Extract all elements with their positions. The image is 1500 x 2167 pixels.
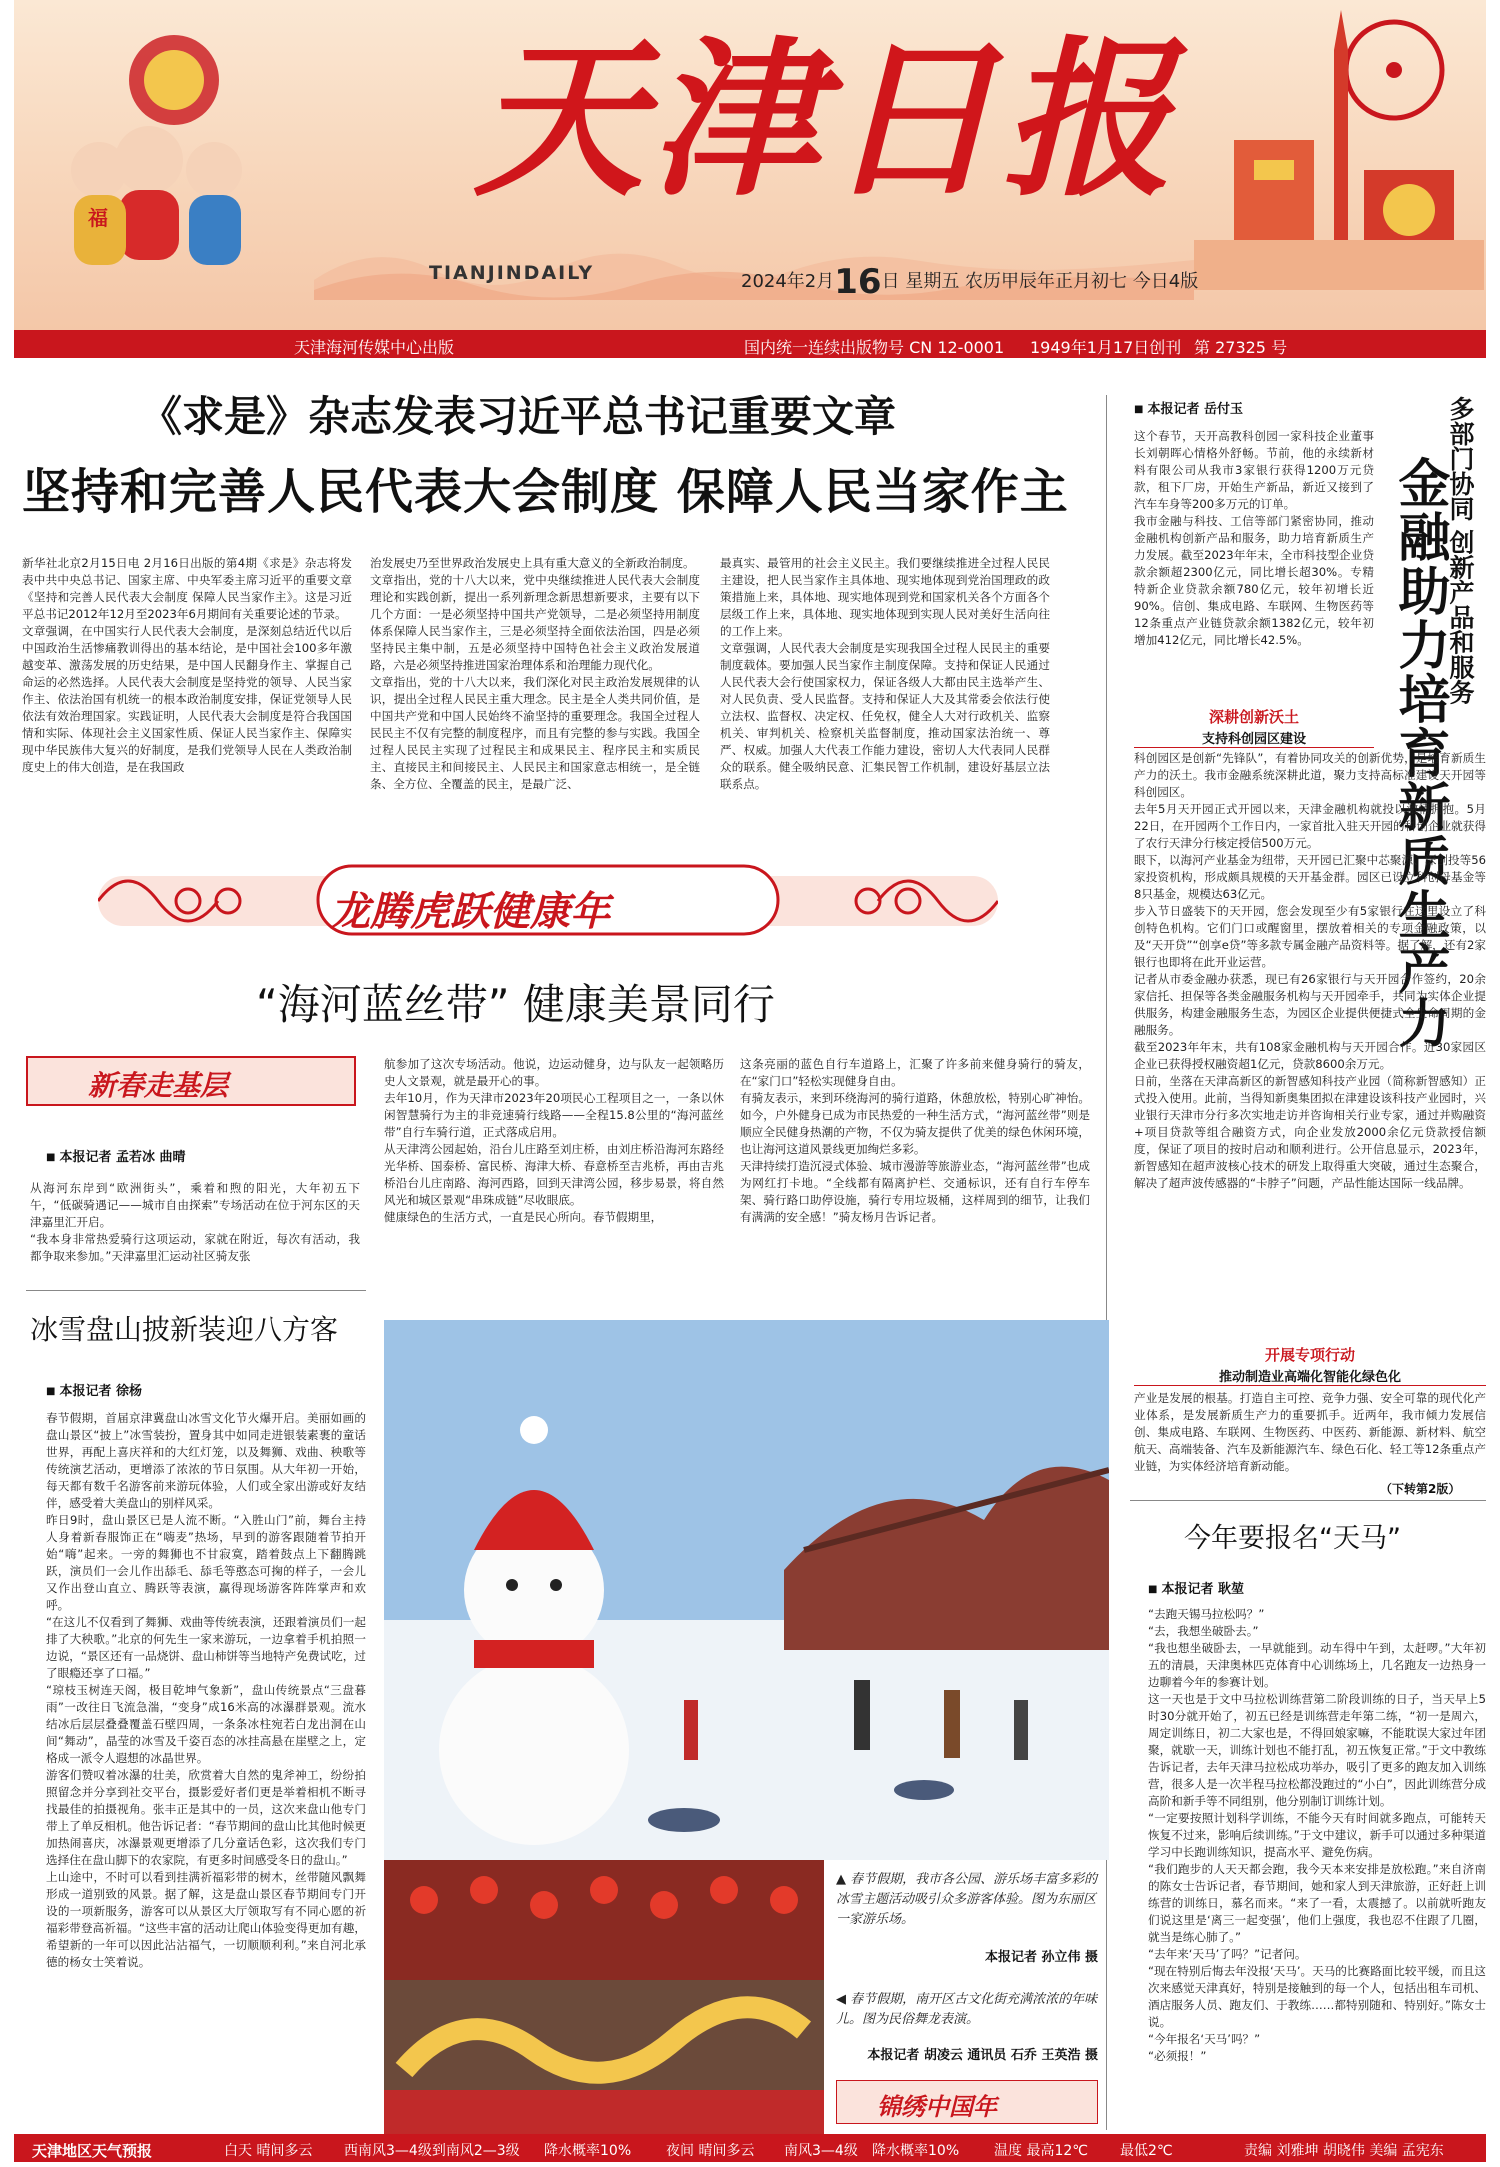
right-subhead-1-line: 支持科创园区建设 [1134,728,1374,748]
right-section-1: 科创园区是创新“先锋队”，有着协同攻关的创新优势，是培育新质生产力的沃土。我市金融系统深耕此道，聚力支持高标准建设天开园等科创园区。 去年5月天开园正式开园以来，天津金融机构就投以激情拥抱。5月22日，在开园两个工作日内，一家首批入驻天开园的科创企业就获得了农行天津分行核定授信500万元。 眼下，以海河产业基金为纽带，天开园已汇聚中芯聚源、深创投等56家投资机构，形成颇具规模的天开基金群。园区已设立科创母基金等8只基金，规模达63亿元。 步入节日盛装下的天开园，您会发现至少有5家银行在这里设立了科创特色机构。它们门口或醒窗里，摆放着相关的专项金融政策，以及“天开贷”“创享e贷”等多款专属金融产品资料等。据了解，还有2家银行也即将在此开业运营。 记者从市委金融办获悉，现已有26家银行与天开园合作签约，20余家信托、担保等各类金融服务机构与天开园牵手，共同为实体企业提供服务，构建金融服务生态，为园区企业提供便捷式全生命周期的金融服务。 截至2023年年末，共有108家金融机构与天开园合作。近30家园区企业已获得授权融资超1亿元，贷款8600余万元。 日前，坐落在天津高新区的新智感知科技产业园（简称新智感知）正式投入使用。此前，当得知新奥集团拟在津建设该科技产业园时，兴业银行天津市分行多次实地走访并咨询相关行业专家，通过并购融资+项目贷款等组合融资方式，向企业发放2000余亿元贷款授信额度，保证了项目的按时启动和顺利进行。公开信息显示，2023年，新智感知在超声波核心技术的研发上取得重大突破，通过生态聚合，解决了超声波传感器的“卡脖子”问题，产品性能达国际一线品牌。 [1134,751,1486,1190]
editor-credits: 责编 刘雅坤 胡晓伟 美编 孟宪东 [1244,2143,1444,2159]
lead-column-1: 新华社北京2月15日电 2月16日出版的第4期《求是》杂志将发表中共中央总书记、国家主席、中央军委主席习近平的重要文章《坚持和完善人民代表大会制度 保障人民当家作主》。这是习近平总书记2012年12月至2023年6月期间有关重要论述的节录。 文章强调，在中国实行人民代表大会制度，是深刻总结近代以后中国政治生活惨痛教训得出的基本结论，是中国社会100多年激越变革、激荡发展的历史结果，是中国人民翻身作主、掌握自己命运的必然选择。人民代表大会制度是坚持党的领导、人民当家作主、依法治国有机统一的根本政治制度安排，保证党领导人民依法有效治理国家。实践证明，人民代表大会制度是符合我国国情和实际、体现社会主义国家性质、保证人民当家作主、保障实现中华民族伟大复兴的好制度，是我们党领导人民在人类政治制度史上的伟大创造，是在我国政 [22,556,352,774]
weather-night: 夜间 晴间多云 [666,2143,755,2159]
masthead [14,0,1486,330]
publisher: 天津海河传媒中心出版 [294,338,455,357]
tianma-body: “去跑天锡马拉松吗？” “去，我想坐破卧去。” “我也想坐破卧去，一早就能到。动车得中午到，太赶啰。”大年初五的清晨，天津奥林匹克体育中心训练场上，几名跑友一边热身一边聊着今年的参赛计划。 这一天也是于文中马拉松训练营第二阶段训练的日子，当天早上5时30分就开始了，初五已经是训练营走年第二练，“初一是周六，周定训练日，初二大家也是，不得回娘家嘛，不能耽误大家过年团聚，就歇一天，训练计划也不能打乱，初五恢复正常。”于文中教练告诉记者，去年天津马拉松成功举办，吸引了更多的跑友加入训练营，很多人是一次半程马拉松都没跑过的“小白”，因此训练营分成高阶和新手等不同组别，他分别制订训练计划。 “一定要按照计划科学训练，不能今天有时间就多跑点，可能转天恢复不过来，影响后续训练。”于文中建议，新手可以通过多种渠道学习中长跑训练知识，提高水平、避免伤病。 “我们跑步的人天天都会跑，我今天本来安排是放松跑。”来自济南的陈女士告诉记者，春节期间，她和家人到天津旅游，正好赶上训练营的训练日，慕名而来。“来了一看，太震撼了。以前就听跑友们说这里是‘离三一起变强’，他们上强度，我也忍不住跟了几圈，就当是练心肺了。” “去年来‘天马’了吗？”记者问。 “现在特别后悔去年没报‘天马’。天马的比赛路面比较平缓，而且这次来感觉天津真好，特别是接触到的每一个人，包括出租车司机、酒店服务人员、跑友们、于教练……都特别随和、特别好。”陈女士说。 “今年报名‘天马’吗？” “必须报！” [1148,1607,1486,2063]
panshan-headline: 冰雪盘山披新装迎八方客 [30,1313,339,1346]
divider [26,1290,366,1291]
paper-pinyin: TIANJINDAILY [429,262,595,284]
weather-day: 白天 晴间多云 [224,2143,313,2159]
right-subhead-2: 开展专项行动 [1264,1346,1355,1364]
photo-caption-2: ◀ 春节假期，南开区古文化街充满浓浓的年味儿。图为民俗舞龙表演。 [836,1992,1098,2027]
weather-day-rain: 降水概率10% [544,2143,632,2159]
festival-tag-box [836,2080,1098,2124]
tianjin-skyline-illustration [1194,10,1484,290]
right-subhead-1: 深耕创新沃土 [1208,708,1299,726]
tianma-byline: ■ 本报记者 耿堃 [1148,1578,1244,1597]
issue-date [741,262,1198,302]
lead-column-2: 治发展史乃至世界政治发展史上具有重大意义的全新政治制度。 文章指出，党的十八大以来，党中央继续推进人民代表大会制度理论和实践创新，提出一系列新理念新思想新要求，主要有以下几个方面：一是必须坚持中国共产党领导，二是必须坚持用制度体系保障人民当家作主，三是必须坚持全面依法治国，四是必须坚持民主集中制，五是必须坚持中国特色社会主义政治发展道路，六是必须坚持推进国家治理体系和治理能力现代化。 文章指出，党的十八大以来，我们深化对民主政治发展规律的认识，提出全过程人民民主重大理念。民主是全人类共同价值，是中国共产党和中国人民始终不渝坚持的重要理念。我国全过程人民民主不仅有完整的制度程序，而且有完整的参与实践。我国全过程人民民主实现了过程民主和成果民主、程序民主和实质民主、直接民主和间接民主、人民民主和国家意志相统一，是全链条、全方位、全覆盖的民主，是最广泛、 [370,556,700,791]
photo-credit-2: 本报记者 胡凌云 通讯员 石乔 王英浩 摄 [867,2048,1098,2063]
date-suffix: 日 星期五 农历甲辰年正月初七 今日4版 [881,271,1199,292]
weather-label: 天津地区天气预报 [32,2142,153,2160]
feature-byline: ■ 本报记者 孟若冰 曲晴 [46,1146,186,1165]
feature-column-2: 航参加了这次专场活动。他说，边运动健身，边与队友一起领略历史人文景观，就是最开心的事。 去年10月，作为天津市2023年20项民心工程项目之一，一条以休闲智慧骑行为主的非竞速骑行线路——全程15.8公里的“海河蓝丝带”自行车骑行道，正式落成启用。 从天津湾公园起始，沿台儿庄路至刘庄桥，由刘庄桥沿海河东路经光华桥、国泰桥、富民桥、海津大桥、春意桥至吉兆桥，再由吉兆桥沿台儿庄南路、海河西路，回到天津湾公园，移步易景，将自然风光和城区景观“串珠成链”尽收眼底。 健康绿色的生活方式，一直是民心所向。春节假期里， [384,1057,724,1224]
serial-number: 国内统一连续出版物号 CN 12-0001 [744,338,1005,357]
weather-temp-low: 最低2℃ [1120,2143,1173,2159]
date-day: 16 [834,262,882,302]
column-divider [1106,395,1107,2130]
feature-headline: “海河蓝丝带” 健康美景同行 [256,980,775,1029]
panshan-byline: ■ 本报记者 徐杨 [46,1380,142,1399]
weather-temp-high: 温度 最高12℃ [994,2143,1088,2159]
issue-number: 第 27325 号 [1194,338,1288,357]
lead-kicker: 《求是》杂志发表习近平总书记重要文章 [140,392,897,441]
continued-note: （下转第2版） [1380,1482,1461,1496]
right-byline: ■ 本报记者 岳付玉 [1134,398,1243,417]
festival-tag: 锦绣中国年 [877,2092,997,2121]
right-lead: 这个春节，天开高教科创园一家科技企业董事长刘朝晖心情格外舒畅。节前，他的永续新材料有限公司从我市3家银行获得1200万元贷款，租下厂房，开始生产新品，新近又接到了汽车车身等200多万元的订单。 我市金融与科技、工信等部门紧密协同，推动金融机构创新产品和服务，助力培育新质生产力发展。截至2023年年末，全市科技型企业贷款余额超2300亿元，同比增长超30%。专精特新企业贷款余额780亿元，较年初增长近90%。信创、集成电路、车联网、生物医药等12条重点产业链贷款余额1382亿元，较年初增加412亿元，同比增长42.5%。 [1134,429,1374,647]
founded-date: 1949年1月17日创刊 [1030,338,1182,357]
feature-column-1: 从海河东岸到“欧洲街头”，乘着和煦的阳光，大年初五下午，“低碳骑遇记——城市自由探索”专场活动在位于河东区的天津嘉里汇开启。 “我本身非常热爱骑行这项运动，家就在附近，每次有活动，我都争取来参加。”天津嘉里汇运动社区骑友张 [30,1181,360,1263]
right-kicker: 多部门协同 创新产品和服务 [1446,396,1475,705]
date-prefix: 2024年2月 [741,271,835,292]
photo-credit-1: 本报记者 孙立伟 摄 [984,1950,1098,1965]
svg-text:福: 福 [88,206,108,230]
section-tag-box [26,1056,356,1106]
weather-day-wind: 西南风3—4级到南风2—3级 [344,2143,520,2159]
weather-night-wind: 南风3—4级 [784,2143,858,2159]
banner-slogan: 龙腾虎跃健康年 [330,888,610,935]
masthead-info-bar [14,330,1486,358]
right-headline: 金融助力培育新质生产力 [1389,456,1449,1050]
divider [1130,1500,1486,1501]
dragon-dance-photo [384,1860,824,2150]
right-subhead-2-line: 推动制造业高端化智能化绿色化 [1134,1366,1486,1386]
weather-forecast-bar [14,2134,1486,2162]
section-tag: 新春走基层 [88,1069,229,1102]
feature-column-3: 这条亮丽的蓝色自行车道路上，汇聚了许多前来健身骑行的骑友，在“家门口”轻松实现健身自由。 有骑友表示，来到环绕海河的骑行道路，休憩放松，特别心旷神怡。如今，户外健身已成为市民热爱的一种生活方式，“海河蓝丝带”则是顺应全民健身热潮的产物，不仅为骑友提供了优美的绿色休闲环境，也让海河这道风景线更加绚烂多彩。 天津持续打造沉浸式体验、城市漫游等旅游业态，“海河蓝丝带”也成为网红打卡地。“全线都有隔离护栏、交通标识，还有自行车停车架、骑行路口助停设施，骑行专用垃圾桶，这样周到的细节，让我们有满满的安全感！”骑友杨月告诉记者。 [740,1057,1090,1224]
tianma-headline: 今年要报名“天马” [1184,1523,1401,1554]
paper-title-logo: 天津日报 [474,20,1179,220]
right-section-2: 产业是发展的根基。打造自主可控、竞争力强、安全可靠的现代化产业体系，是发展新质生产力的重要抓手。近两年，我市倾力发展信创、集成电路、车联网、生物医药、中医药、新能源、新材料、航空航天、高端装备、汽车及新能源汽车、绿色石化、轻工等12条重点产业链，为实体经济培育新动能。 [1134,1391,1486,1473]
weather-night-rain: 降水概率10% [872,2143,960,2159]
lead-column-3: 最真实、最管用的社会主义民主。我们要继续推进全过程人民民主建设，把人民当家作主具体地、现实地体现到党治国理政的政策措施上来，具体地、现实地体现到党和国家机关各个方面各个层级工作上来，具体地、现实地体现到实现人民对美好生活向往的工作上来。 文章强调，人民代表大会制度是实现我国全过程人民民主的重要制度载体。要加强人民当家作主制度保障。支持和保证人民通过人民代表大会行使国家权力，保证各级人大都由民主选举产生、对人民负责、受人民监督。支持和保证人大及其常委会依法行使立法权、监督权、决定权、任免权，健全人大对行政机关、监察机关、审判机关、检察机关监督制度，推动国家法治统一、尊严、权威。加强人大代表工作能力建设，密切人大代表同人民群众的联系。健全吸纳民意、汇集民智工作机制，建设好基层立法联系点。 [720,556,1050,791]
photo-caption-1: ▲ 春节假期，我市各公园、游乐场丰富多彩的冰雪主题活动吸引众多游客体验。图为东丽区一家游乐场。 [836,1872,1098,1927]
snowman-amusement-park-photo [384,1320,1109,1860]
lead-headline: 坚持和完善人民代表大会制度 保障人民当家作主 [22,464,1069,520]
panshan-body: 春节假期，首届京津冀盘山冰雪文化节火爆开启。美丽如画的盘山景区“披上”冰雪装扮，置身其中如同走进银装素裹的童话世界，再配上喜庆祥和的大红灯笼，以及舞狮、戏曲、秧歌等传统演艺活动，更增添了浓浓的节日氛围。从大年初一开始，每天都有数千名游客前来游玩体验，人们或全家出游或好友结伴，感受着大美盘山的别样风采。 昨日9时，盘山景区已是人流不断。“入胜山门”前，舞台主持人身着新春服饰正在“嗨麦”热场，早到的游客跟随着节拍开始“嗨”起来。一旁的舞狮也不甘寂寞，踏着鼓点上下翻腾跳跃，演员们一会儿作出舔毛、舔毛等憨态可掬的样子，一会儿又作出登山直立、腾跃等表演，赢得现场游客阵阵掌声和欢呼。 “在这儿不仅看到了舞狮、戏曲等传统表演，还跟着演员们一起排了大秧歌。”北京的何先生一家来游玩，一边拿着手机拍照一边说，“景区还有一品烧饼、盘山柿饼等当地特产免费试吃，过了眼瘾还享了口福。” “琼枝玉树连天阁，极目乾坤气象新”，盘山传统景点“三盘暮雨”一改往日飞流急湍，“变身”成16米高的冰瀑群景观。流水结冰后层层叠叠覆盖石壁四周，一条条冰柱宛若白龙出洞在山间“舞动”，晶莹的冰雪及千姿百态的冰挂高悬在崖壁之上，定格成一派令人遐想的冰晶世界。 游客们赞叹着冰瀑的壮美，欣赏着大自然的鬼斧神工，纷纷拍照留念并分享到社交平台，摄影爱好者们更是举着相机不断寻找最佳的拍摄视角。张丰正是其中的一员，这次来盘山他专门带上了单反相机。他告诉记者：“春节期间的盘山比其他时候更加热闹喜庆，冰瀑景观更增添了几分童话色彩，这次我们专门选择住在盘山脚下的农家院，有更多时间感受冬日的盘山。” 上山途中，不时可以看到挂满祈福彩带的树木，丝带随风飘舞形成一道别致的风景。据了解，这是盘山景区春节期间专门开设的一项新服务，游客可以从景区大厅领取写有不同心愿的祈福彩带登高祈福。“这些丰富的活动让爬山体验变得更加有趣，希望新的一年可以因此沾沾福气，一切顺顺利利。”来自河北承德的杨女士笑着说。 [46,1411,366,1969]
new-year-children-illustration [54,20,264,280]
